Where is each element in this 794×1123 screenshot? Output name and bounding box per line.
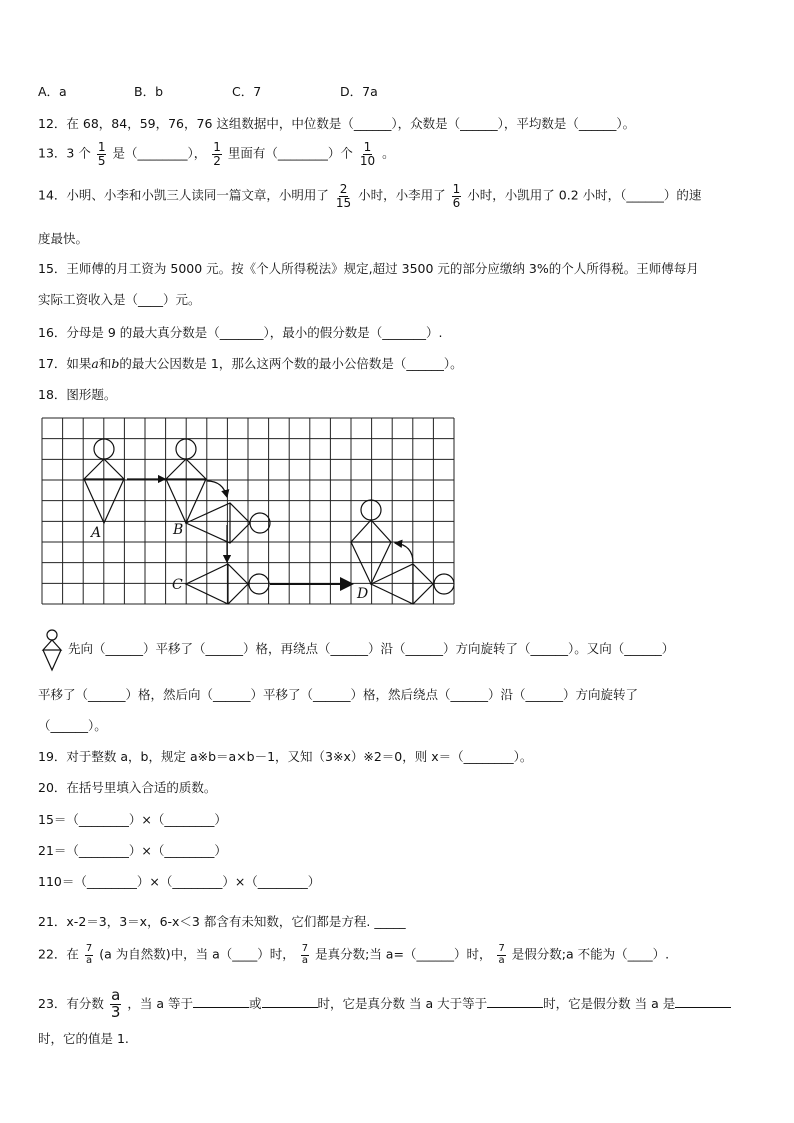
question-20-row3: 110＝（________）×（________）×（________） [38, 874, 321, 889]
question-23: 23．有分数 $\frac{a}{3}$ ，当 a 等于 或 时，它是真分数 当 a 大于等于 时，它是假分数 当 a 是 [38, 988, 731, 1021]
question-19: 19．对于整数 a，b，规定 a※b＝a×b－1，又知（3※x）※2＝0，则 x＝（________）。 [38, 749, 533, 764]
figure-c [186, 564, 269, 604]
kite-shape-icon [38, 628, 66, 674]
shape-grid-figure [41, 417, 457, 607]
question-15-line2: 实际工资收入是（____）元。 [38, 292, 201, 307]
fraction-a-3: $\frac{a}{3}$ [110, 986, 121, 1021]
question-21: 21．x-2＝3，3＝x，6-x＜3 都含有未知数，它们都是方程. _____ [38, 914, 406, 929]
question-20-title: 20．在括号里填入合适的质数。 [38, 780, 217, 795]
fraction-1-2: $\frac{1}{2}$ [213, 140, 221, 168]
fraction-7-a: $\frac{7}{a}$ [85, 943, 93, 966]
question-16: 16．分母是 9 的最大真分数是（_______），最小的假分数是（_______）. [38, 325, 443, 340]
question-18-line1: 先向（______）平移了（______）格，再绕点（______）沿（______）方向旋转了（______）。又向（______） [68, 641, 675, 656]
label-a: A [91, 525, 102, 541]
fraction-7-a: $\frac{7}{a}$ [301, 943, 309, 966]
option-b: B．b [134, 84, 164, 99]
label-d: D [357, 586, 369, 602]
label-c: C [172, 577, 183, 593]
q11-options [38, 84, 378, 99]
question-13: 13．3 个 $\frac{1}{5}$ 是（________）， $\frac{1}{2}$ 里面有（________）个 $\frac{1}{10}$ 。 [38, 140, 395, 168]
question-14: 14．小明、小李和小凯三人读同一篇文章，小明用了 $\frac{2}{15}$ 小时，小李用了 $\frac{1}{6}$ 小时，小凯用了 0.2 小时，（______）的速 [38, 182, 702, 210]
grid-lines [42, 418, 454, 604]
blank[interactable] [193, 995, 249, 1008]
fraction-1-6: $\frac{1}{6}$ [452, 182, 461, 210]
question-14-cont: 度最快。 [38, 231, 89, 246]
option-d: D．7a [340, 84, 378, 99]
blank[interactable] [675, 995, 731, 1008]
question-22: 22．在 $\frac{7}{a}$ (a 为自然数)中，当 a（____）时， $\frac{7}{a}$ 是真分数;当 a=（______）时， $\frac{7}{a}$ 是假分数;a 不能为（____）. [38, 943, 670, 966]
question-20-row1: 15＝（________）×（________） [38, 812, 227, 827]
question-18-line3: （______）。 [38, 718, 107, 733]
question-18-line2: 平移了（______）格，然后向（______）平移了（______）格，然后绕点（______）沿（______）方向旋转了 [38, 687, 639, 702]
question-18-title: 18．图形题。 [38, 387, 117, 402]
question-12: 12．在 68，84，59，76，76 这组数据中，中位数是（______），众数是（______），平均数是（______）。 [38, 116, 636, 131]
label-b: B [173, 522, 184, 538]
fraction-1-5: $\frac{1}{5}$ [97, 140, 106, 168]
fraction-7-a: $\frac{7}{a}$ [498, 943, 505, 966]
fraction-1-10: $\frac{1}{10}$ [359, 140, 376, 168]
arrow-rotate-b [207, 481, 227, 497]
question-17: 17．如果a和b的最大公因数是 1，那么这两个数的最小公倍数是（______）。 [38, 356, 463, 371]
question-15-line1: 15．王师傅的月工资为 5000 元。按《个人所得税法》规定,超过 3500 元的部分应缴纳 3%的个人所得税。王师傅每月 [38, 261, 699, 276]
blank[interactable] [487, 995, 543, 1008]
option-a: A．a [38, 84, 67, 99]
arrow-rotate-d [395, 543, 413, 563]
question-20-row2: 21＝（________）×（________） [38, 843, 227, 858]
fraction-2-15: $\frac{2}{15}$ [335, 182, 352, 210]
option-c: C．7 [232, 84, 262, 99]
question-23-cont: 时，它的值是 1. [38, 1031, 129, 1046]
blank[interactable] [262, 995, 318, 1008]
